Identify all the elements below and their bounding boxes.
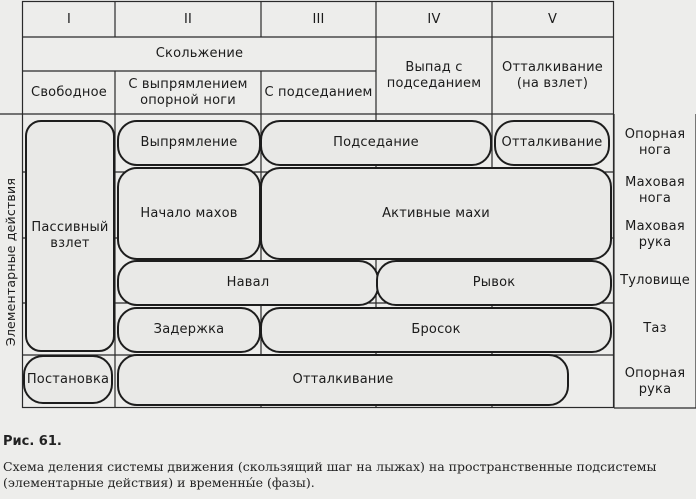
- action-passive-takeoff: Пассивный взлет: [31, 220, 109, 251]
- action-delay: Задержка: [153, 322, 225, 337]
- subsystem-torso: Туловище: [620, 272, 690, 288]
- action-start-swings: Начало махов: [140, 205, 238, 221]
- subsystem-pelvis: Таз: [643, 321, 667, 336]
- phase-number-4: IV: [427, 11, 441, 27]
- action-pushoff-arm: Отталкивание: [292, 372, 394, 387]
- action-squatting: Подседание: [333, 135, 419, 150]
- action-throw: Бросок: [411, 322, 461, 337]
- figure-number: Рис. 61.: [3, 434, 62, 449]
- phase-number-2: II: [183, 11, 193, 27]
- side-label-elementary-actions: Элементарные действия: [3, 177, 18, 347]
- subsystem-support-arm: Опорная рука: [624, 365, 686, 397]
- figure-caption: Схема деления системы движения (скользящий шаг на лыжах) на пространственные подсистемы (элементарные действия) и временны́е (фазы).: [3, 459, 657, 490]
- action-jerk: Рывок: [472, 275, 516, 290]
- subsystem-swing-leg: Маховая нога: [625, 175, 685, 206]
- subsystem-support-leg: Опорная нога: [624, 127, 686, 158]
- phase-number-5: V: [547, 11, 558, 27]
- phase-name-pushoff: Отталкивание (на взлет): [502, 59, 603, 91]
- phase-name-lunge: Выпад с подседанием: [386, 59, 482, 91]
- phase-name-free: Свободное: [31, 84, 107, 100]
- action-active-swings: Активные махи: [382, 205, 490, 221]
- phase-name-squat: С подседанием: [264, 84, 373, 100]
- subsystem-swing-arm: Маховая рука: [625, 219, 685, 250]
- action-lean: Навал: [226, 275, 270, 290]
- phase-number-1: I: [66, 11, 72, 27]
- action-straightening: Выпрямление: [140, 135, 238, 150]
- phase-group-sliding: Скольжение: [155, 46, 244, 61]
- action-placement: Постановка: [26, 371, 110, 387]
- phase-number-3: III: [312, 11, 325, 27]
- phase-name-straightening: С выпрямлением опорной ноги: [128, 76, 248, 108]
- action-pushoff-leg: Отталкивание: [501, 135, 603, 150]
